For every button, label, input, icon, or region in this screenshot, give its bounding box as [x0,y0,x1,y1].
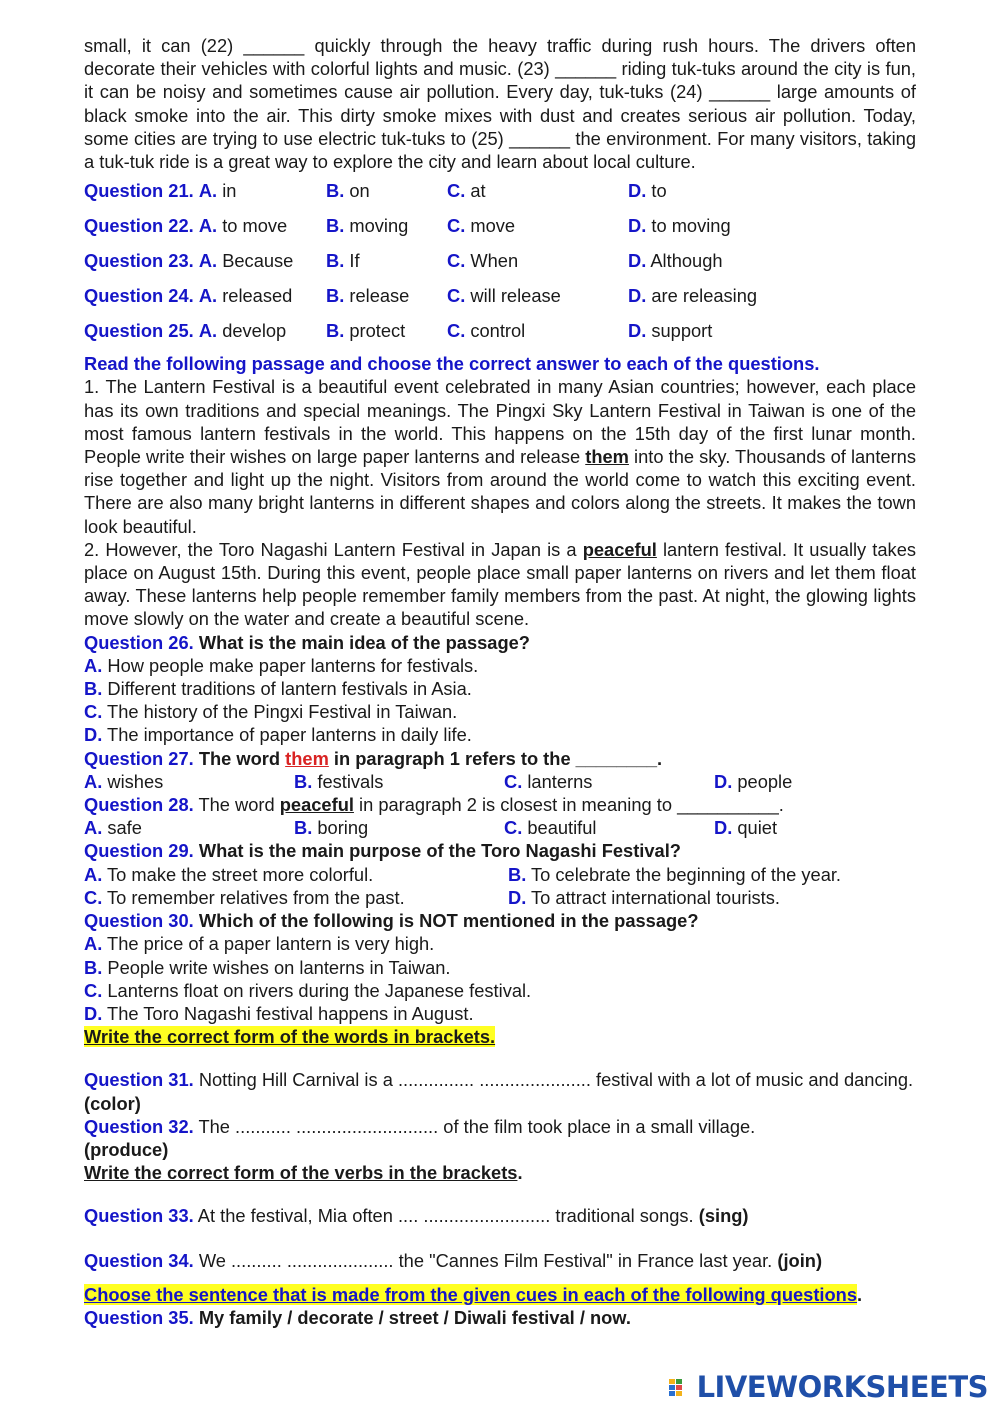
q21-option-a[interactable]: in [222,180,237,202]
q25-option-c[interactable]: control [470,320,526,342]
q26-option-d[interactable]: D. The importance of paper lanterns in daily life. [84,724,472,746]
question-25-number: Question 25. [84,320,194,342]
liveworksheets-logo-icon [667,1376,695,1398]
q29-option-d[interactable]: D. To attract international tourists. [508,886,780,908]
q25-option-d[interactable]: support [651,320,713,342]
question-29: Question 29. What is the main purpose of the Toro Nagashi Festival? A. To make the street more colorful. B. To celebrate the beginning of the year. C. To remember relatives from the past. D. To attract international tourists. [84,840,842,908]
q28-option-a[interactable]: A. safe [84,817,142,839]
highlighted-word-them: them [285,747,329,769]
q22-option-a[interactable]: to move [222,215,288,237]
q24-option-d[interactable]: are releasing [651,285,758,307]
mcq-block [84,173,916,348]
question-28: Question 28. The word peaceful in paragraph 2 is closest in meaning to __________. A. safe B. boring C. beautiful D. quiet [84,794,784,839]
word-form-heading: Write the correct form of the words in brackets. [84,1026,496,1048]
q25-option-b[interactable]: protect [349,320,406,342]
question-24-row: Question 24. A. released B. release C. will release D. are releasing [84,285,758,307]
q23-option-a[interactable]: Because [222,250,294,272]
q29-option-b[interactable]: B. To celebrate the beginning of the year. [508,863,842,885]
q27-option-c[interactable]: C. lanterns [504,770,593,792]
q28-option-b[interactable]: B. boring [294,817,369,839]
underlined-word-peaceful: peaceful [582,538,657,560]
q21-option-b[interactable]: on [349,180,370,202]
question-31: Question 31. Notting Hill Carnival is a ............... ...................... festival with a lot of music and dancing. (color) [84,1069,914,1114]
passage-tuk-tuk: small, it can (22) ______ quickly through the heavy traffic during rush hours. The drivers often decorate their vehicles with colorful lights and music. (23) ______ riding tuk-tuks around the city is fun, it can be noisy and sometimes cause air pollution. Every day, tuk-tuks (24) ______ large amounts of black smoke into the air. This dirty smoke mixes with dust and creates serious air pollution. Today, some cities are trying to use electric tuk-tuks to (25) ______ the environment. For many visitors, taking a tuk-tuk ride is a great way to explore the city and learn about local culture. [84,35,916,173]
q27-option-d[interactable]: D. people [714,770,793,792]
q29-option-a[interactable]: A. To make the street more colorful. [84,863,374,885]
verb-form-heading: Write the correct form of the verbs in the brackets. [84,1162,523,1184]
q30-option-a[interactable]: A. The price of a paper lantern is very high. [84,933,435,955]
question-23-row: Question 23. A. Because B. If C. When D. Although [84,250,723,272]
question-32: Question 32. The ........... ............................ of the film took place in a small village. (produce) [84,1115,756,1160]
question-24-number: Question 24. [84,285,194,307]
q30-option-c[interactable]: C. Lanterns float on rivers during the Japanese festival. [84,979,532,1001]
q30-option-d[interactable]: D. The Toro Nagashi festival happens in August. [84,1002,474,1024]
liveworksheets-logo-text: LIVEWORKSHEETS [696,1370,988,1404]
question-22-number: Question 22. [84,215,194,237]
question-22-row: Question 22. A. to move B. moving C. move D. to moving [84,215,731,237]
underlined-word-them: them [585,446,629,468]
q24-option-c[interactable]: will release [470,285,561,307]
q27-option-a[interactable]: A. wishes [84,770,164,792]
question-27: Question 27. The word them in paragraph 1 refers to the ________. A. wishes B. festivals C. lanterns D. people [84,747,793,792]
q26-option-c[interactable]: C. The history of the Pingxi Festival in Taiwan. [84,701,458,723]
question-33: Question 33. At the festival, Mia often .... ......................... traditional songs. (sing) [84,1205,749,1227]
q27-option-b[interactable]: B. festivals [294,770,384,792]
question-25-row: Question 25. A. develop B. protect C. control D. support [84,320,713,342]
q22-option-d[interactable]: to moving [651,215,731,237]
liveworksheets-logo[interactable] [667,1370,988,1404]
q26-option-a[interactable]: A. How people make paper lanterns for festivals. [84,654,479,676]
q21-option-d[interactable]: to [651,180,667,202]
q28-option-d[interactable]: D. quiet [714,817,778,839]
reading-paragraph-2: 2. However, the Toro Nagashi Lantern Festival in Japan is a peaceful lantern festival. It usually takes place on August 15th. During this event, people place small paper lanterns on rivers and let them float away. These lanterns help people remember family members from the past. At night, the glowing lights move slowly on the water and create a beautiful scene. [84,538,916,630]
q24-option-a[interactable]: released [222,285,293,307]
q23-option-b[interactable]: If [349,250,360,272]
question-21-row: Question 21. A. in B. on C. at D. to [84,180,667,202]
question-35: Question 35. My family / decorate / street / Diwali festival / now. [84,1306,631,1328]
question-34: Question 34. We .......... ..................... the "Cannes Film Festival" in France last year. (join) [84,1249,823,1271]
question-30: Question 30. Which of the following is NOT mentioned in the passage? A. The price of a paper lantern is very high. B. People write wishes on lanterns in Taiwan. C. Lanterns float on rivers during the Japanese festival. D. The Toro Nagashi festival happens in August. [84,909,916,1025]
q29-option-c[interactable]: C. To remember relatives from the past. [84,886,405,908]
q24-option-b[interactable]: release [349,285,410,307]
q23-option-c[interactable]: When [470,250,519,272]
q26-option-b[interactable]: B. Different traditions of lantern festivals in Asia. [84,678,472,700]
cues-heading: Choose the sentence that is made from the given cues in each of the following questions. [84,1283,863,1305]
question-21-number: Question 21. [84,180,194,202]
q21-option-c[interactable]: at [470,180,486,202]
reading-instruction: Read the following passage and choose the correct answer to each of the questions. [84,353,820,375]
q22-option-c[interactable]: move [470,215,516,237]
q28-option-c[interactable]: C. beautiful [504,817,597,839]
q23-option-d[interactable]: Although [650,250,723,272]
q25-option-a[interactable]: develop [222,320,287,342]
q22-option-b[interactable]: moving [349,215,409,237]
worksheet-page [84,34,916,1329]
underlined-word-peaceful-q28: peaceful [279,794,354,816]
q30-option-b[interactable]: B. People write wishes on lanterns in Taiwan. [84,956,451,978]
reading-paragraph-1: 1. The Lantern Festival is a beautiful event celebrated in many Asian countries; however, each place has its own traditions and special meanings. The Pingxi Sky Lantern Festival in Taiwan is one of the most famous lantern festivals in the world. This happens on the 15th day of the first lunar month. People write their wishes on large paper lanterns and release them into the sky. Thousands of lanterns rise together and light up the night. Visitors from around the world come to watch this exciting event. There are also many bright lanterns in different shapes and colors along the streets. It makes the town look beautiful. [84,376,916,537]
question-23-number: Question 23. [84,250,194,272]
question-26: Question 26. What is the main idea of the passage? A. How people make paper lanterns for festivals. B. Different traditions of lantern festivals in Asia. C. The history of the Pingxi Festival in Taiwan. D. The importance of paper lanterns in daily life. [84,631,916,747]
